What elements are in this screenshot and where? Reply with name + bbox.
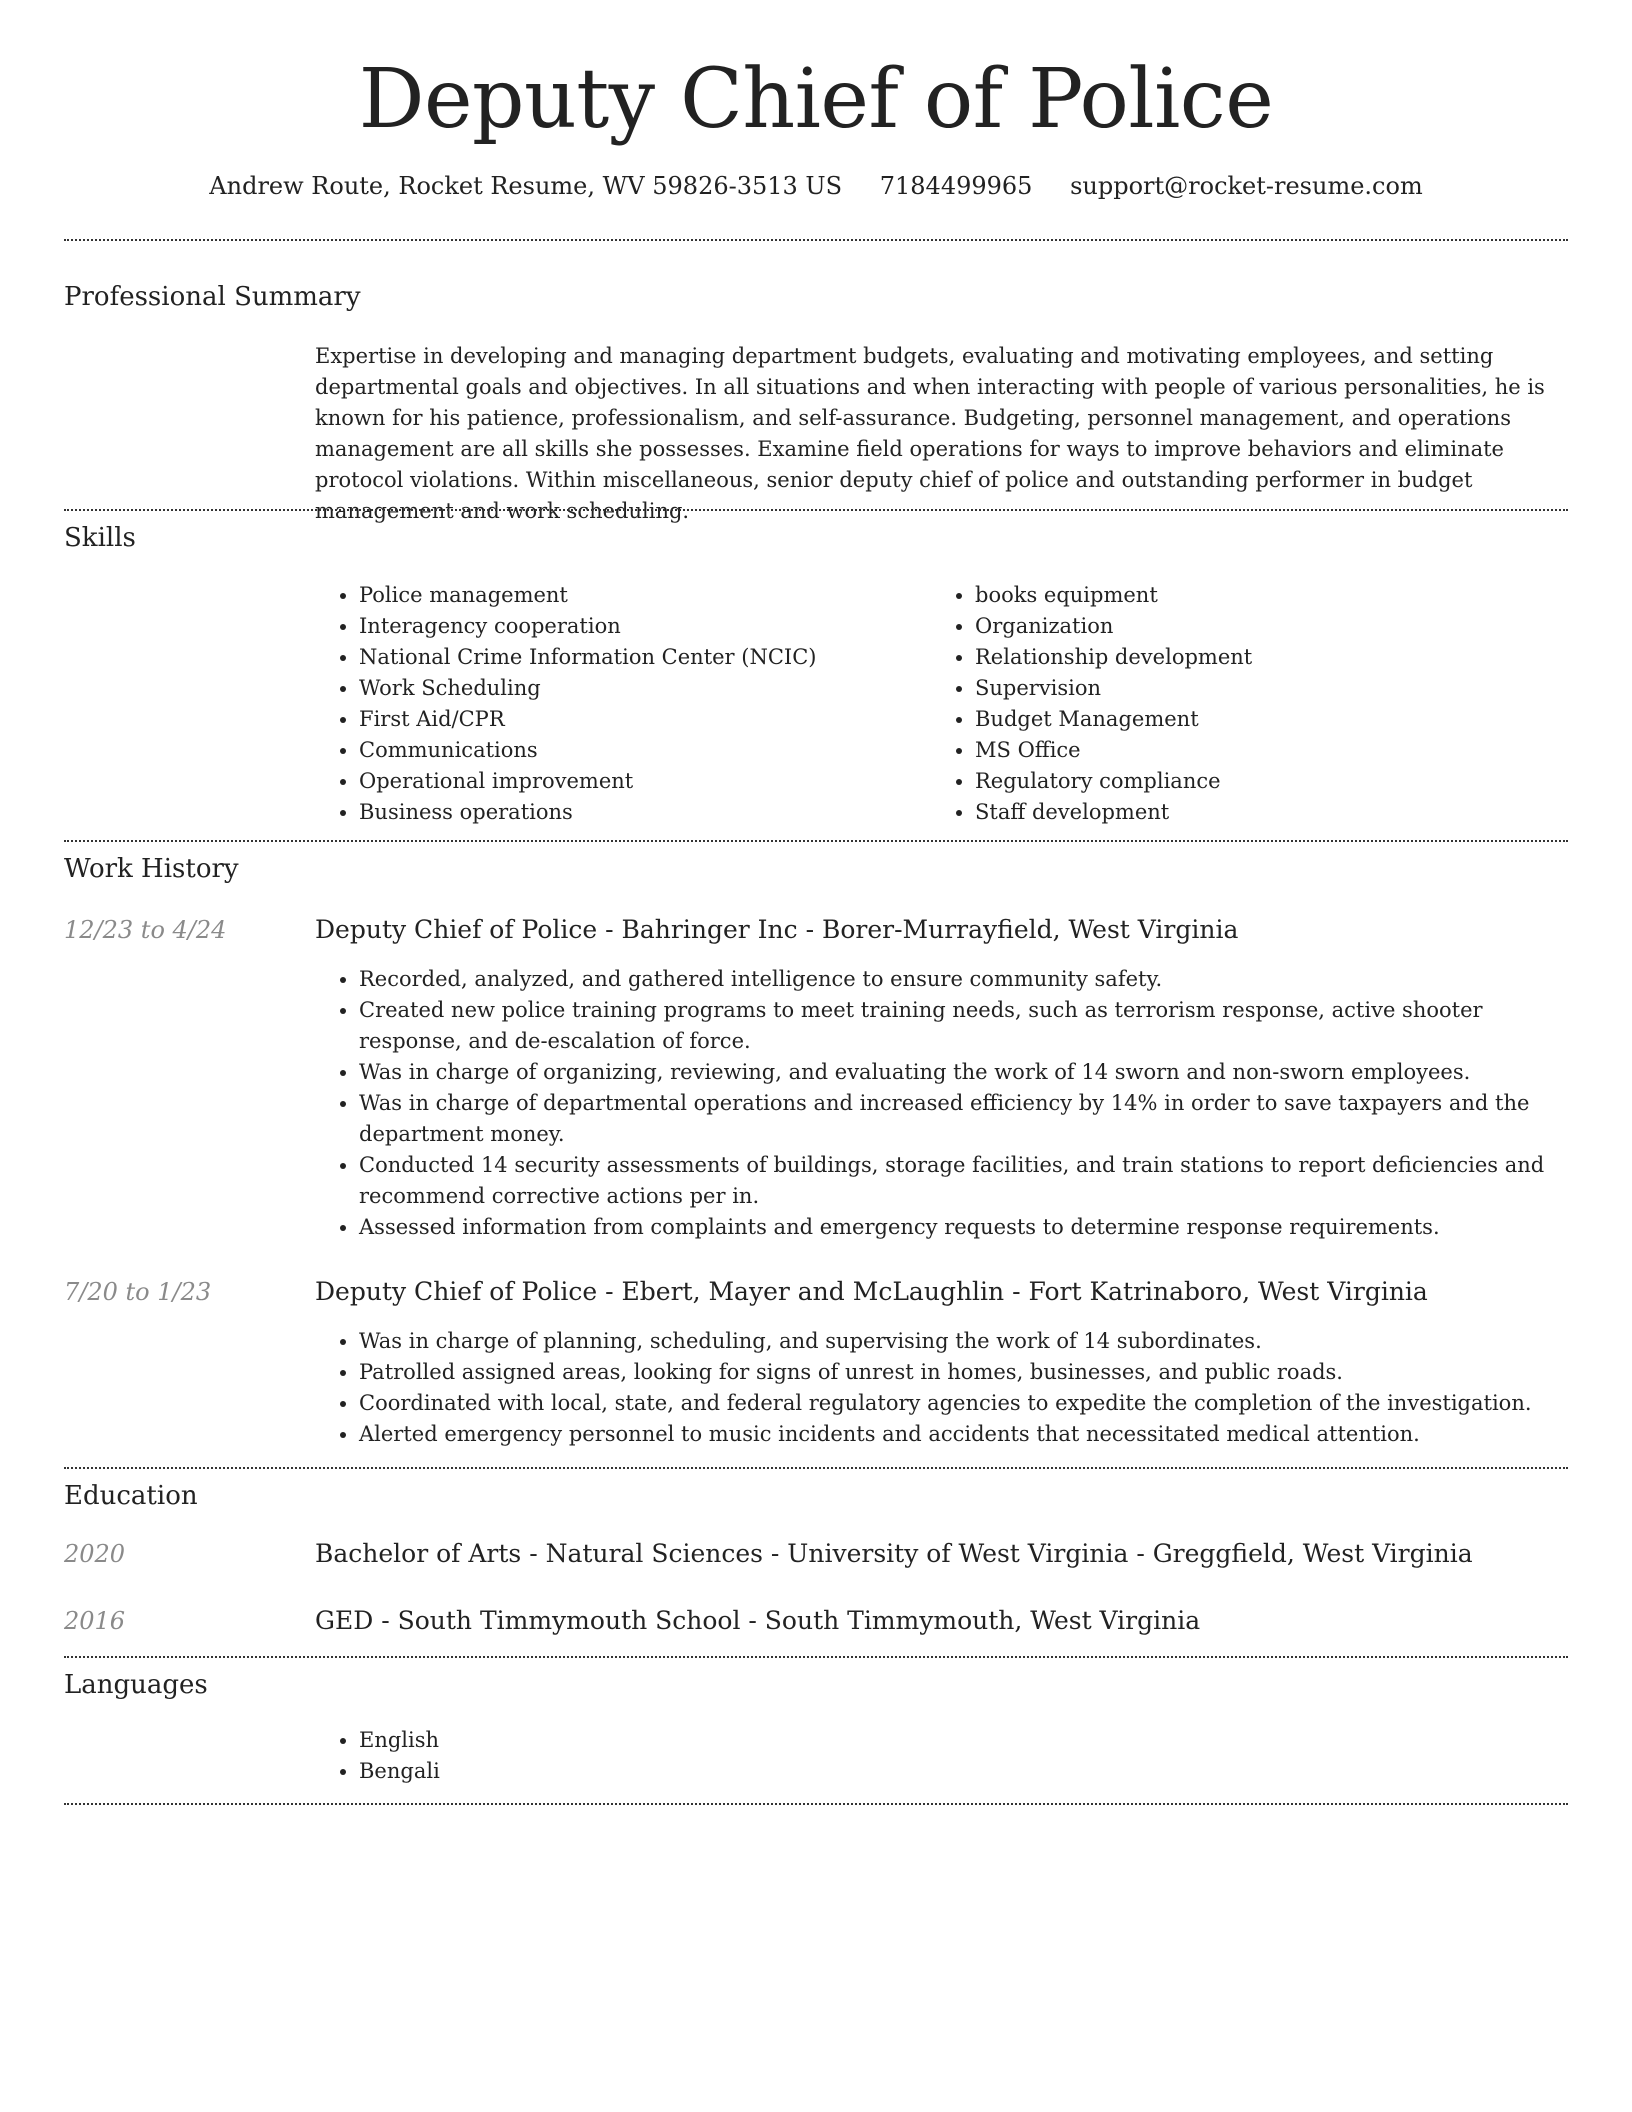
job-bullet: • Patrolled assigned areas, looking for signs of unrest in homes, businesses, and public roads.	[359, 1357, 1568, 1388]
skill-item: • Operational improvement	[359, 766, 931, 797]
section-divider	[64, 239, 1568, 241]
skill-item: • Organization	[975, 611, 1547, 642]
languages-heading: Languages	[64, 1670, 208, 1700]
skills-column-left	[315, 580, 931, 828]
job-dates: 7/20 to 1/23	[64, 1278, 212, 1306]
language-item: • Bengali	[359, 1756, 1568, 1787]
skill-item: • Police management	[359, 580, 931, 611]
education-heading: Education	[64, 1481, 198, 1511]
skill-item: • Staff development	[975, 797, 1547, 828]
skill-item: • Regulatory compliance	[975, 766, 1547, 797]
job-bullet: • Was in charge of departmental operations and increased efficiency by 14% in order to save taxpayers and the department money.	[359, 1088, 1568, 1150]
summary-heading: Professional Summary	[64, 282, 361, 312]
section-divider	[64, 509, 1568, 511]
contact-email: support@rocket-resume.com	[1070, 172, 1423, 200]
job-bullet: • Recorded, analyzed, and gathered intelligence to ensure community safety.	[359, 964, 1568, 995]
job-bullet: • Was in charge of planning, scheduling, and supervising the work of 14 subordinates.	[359, 1326, 1568, 1357]
job-bullet: • Created new police training programs to meet training needs, such as terrorism response, active shooter response, and de-escalation of force.	[359, 995, 1568, 1057]
skill-item: • Budget Management	[975, 704, 1547, 735]
section-divider	[64, 840, 1568, 842]
contact-phone: 7184499965	[879, 172, 1033, 200]
section-divider	[64, 1803, 1568, 1805]
job-bullet: • Conducted 14 security assessments of buildings, storage facilities, and train stations to report deficiencies and recommend corrective actions per in.	[359, 1150, 1568, 1212]
education-entry: GED - South Timmymouth School - South Timmymouth, West Virginia	[315, 1606, 1201, 1635]
section-divider	[64, 1656, 1568, 1658]
skill-item: • books equipment	[975, 580, 1547, 611]
skill-item: • Communications	[359, 735, 931, 766]
summary-text: Expertise in developing and managing department budgets, evaluating and motivating employees, and setting departmental goals and objectives. In all situations and when interacting with people of various personalities, he is known for his patience, professionalism, and self-assurance. Budgeting, personnel management, and operations management are all skills she possesses. Examine field operations for ways to improve behaviors and eliminate protocol violations. Within miscellaneous, senior deputy chief of police and outstanding performer in budget management and work scheduling.	[315, 344, 1545, 523]
skills-list	[315, 580, 1568, 828]
section-divider	[64, 1467, 1568, 1469]
resume-name: Deputy Chief of Police	[358, 52, 1274, 147]
skills-column-right	[931, 580, 1547, 828]
work-heading: Work History	[64, 854, 239, 884]
skill-item: • National Crime Information Center (NCIC)	[359, 642, 931, 673]
job-bullets	[315, 964, 1568, 1243]
skill-item: • MS Office	[975, 735, 1547, 766]
skill-item: • Supervision	[975, 673, 1547, 704]
skill-item: • Work Scheduling	[359, 673, 931, 704]
language-item: • English	[359, 1725, 1568, 1756]
job-bullet: • Assessed information from complaints and emergency requests to determine response requirements.	[359, 1212, 1568, 1243]
education-entry: Bachelor of Arts - Natural Sciences - University of West Virginia - Greggfield, West Virginia	[315, 1539, 1473, 1568]
skill-item: • Interagency cooperation	[359, 611, 931, 642]
job-bullet: • Was in charge of organizing, reviewing, and evaluating the work of 14 sworn and non-sworn employees.	[359, 1057, 1568, 1088]
education-year: 2016	[64, 1607, 126, 1635]
skills-heading: Skills	[64, 523, 136, 553]
job-bullet: • Alerted emergency personnel to music incidents and accidents that necessitated medical attention.	[359, 1419, 1568, 1450]
job-title: Deputy Chief of Police - Bahringer Inc - Borer-Murrayfield, West Virginia	[315, 915, 1239, 944]
skill-item: • Relationship development	[975, 642, 1547, 673]
education-year: 2020	[64, 1540, 126, 1568]
job-title: Deputy Chief of Police - Ebert, Mayer and McLaughlin - Fort Katrinaboro, West Virginia	[315, 1277, 1428, 1306]
contact-line	[0, 168, 1632, 204]
job-bullets	[315, 1326, 1568, 1450]
languages-list	[315, 1725, 1568, 1787]
job-bullet: • Coordinated with local, state, and federal regulatory agencies to expedite the completion of the investigation.	[359, 1388, 1568, 1419]
contact-address: Andrew Route, Rocket Resume, WV 59826-3513 US	[209, 172, 843, 200]
skill-item: • First Aid/CPR	[359, 704, 931, 735]
job-dates: 12/23 to 4/24	[64, 916, 227, 944]
skill-item: • Business operations	[359, 797, 931, 828]
